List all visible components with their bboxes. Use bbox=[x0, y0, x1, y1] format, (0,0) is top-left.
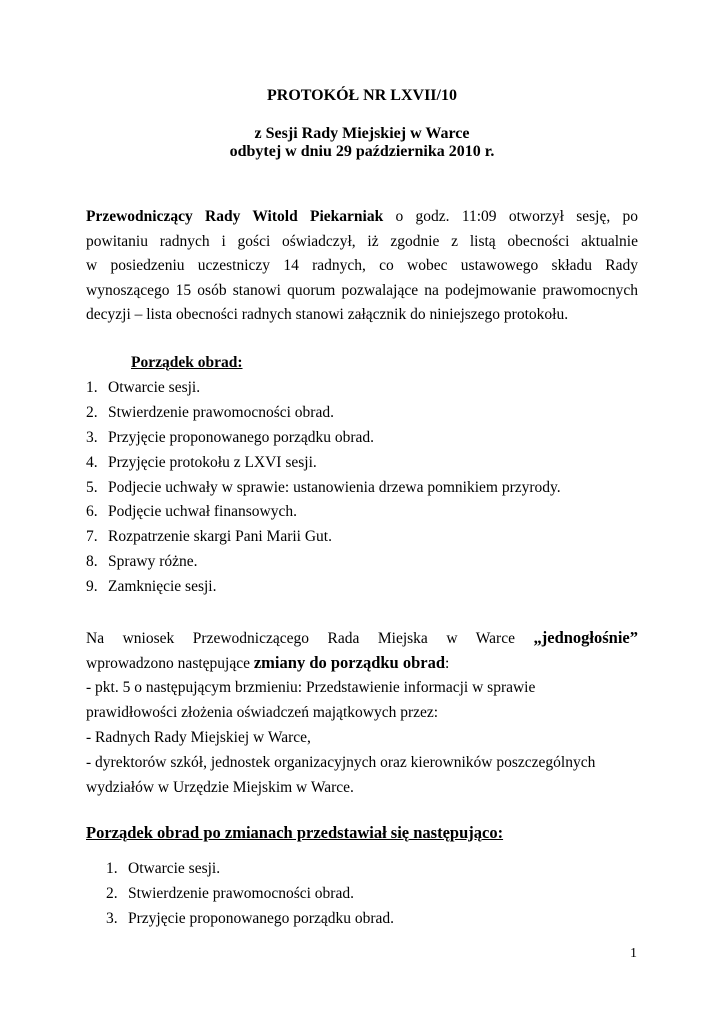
agenda-changes-label: zmiany do porządku obrad bbox=[253, 653, 446, 672]
opening-line-1: Przewodniczący Rady Witold Piekarniak o godz. 11:09 otworzył sesję, po bbox=[86, 208, 639, 225]
motion-line-4: prawidłowości złożenia oświadczeń majątkowych przez: bbox=[86, 704, 439, 721]
motion-line-5: - Radnych Rady Miejskiej w Warce, bbox=[86, 729, 311, 746]
opening-line-3: w posiedzeniu uczestniczy 14 radnych, co wobec ustawowego składu Rady bbox=[86, 257, 638, 275]
motion-line-7: wydziałów w Urzędzie Miejskim w Warce. bbox=[86, 779, 354, 796]
protocol-subtitle-session: z Sesji Rady Miejskiej w Warce bbox=[254, 125, 470, 142]
chairman-name: Przewodniczący Rady Witold Piekarniak bbox=[86, 208, 384, 225]
agenda-list bbox=[86, 376, 561, 600]
list-item: 2. Stwierdzenie prawomocności obrad. bbox=[106, 885, 354, 902]
list-item: 1. Otwarcie sesji. bbox=[106, 860, 221, 877]
unanimous-label: „jednogłośnie” bbox=[533, 628, 639, 647]
page-number: 1 bbox=[630, 946, 637, 961]
opening-line-4: wynoszącego 15 osób stanowi quorum pozwalające na podejmowanie prawomocnych bbox=[86, 281, 638, 299]
list-item: 6. Podjęcie uchwał finansowych. bbox=[86, 503, 297, 521]
opening-paragraph bbox=[86, 205, 638, 328]
opening-line-5: decyzji – lista obecności radnych stanowi załącznik do niniejszego protokołu. bbox=[86, 306, 569, 324]
revised-agenda-list bbox=[106, 856, 394, 931]
list-item: 1. Otwarcie sesji. bbox=[86, 379, 201, 396]
list-item: 3. Przyjęcie proponowanego porządku obrad. bbox=[106, 910, 394, 927]
list-item: 9. Zamknięcie sesji. bbox=[86, 578, 217, 596]
list-item: 4. Przyjęcie protokołu z LXVI sesji. bbox=[86, 453, 317, 471]
motion-line-6: - dyrektorów szkół, jednostek organizacyjnych oraz kierowników poszczególnych bbox=[86, 754, 596, 771]
list-item: 8. Sprawy różne. bbox=[86, 553, 198, 571]
agenda-change-motion bbox=[86, 625, 638, 800]
protocol-subtitle-date: odbytej w dniu 29 października 2010 r. bbox=[229, 143, 495, 160]
motion-line-3: - pkt. 5 o następującym brzmieniu: Przedstawienie informacji w sprawie bbox=[86, 679, 536, 696]
motion-line-1: Na wniosek Przewodniczącego Rada Miejska w Warce „jednogłośnie” bbox=[86, 628, 639, 647]
list-item: 5. Podjecie uchwały w sprawie: ustanowienia drzewa pomnikiem przyrody. bbox=[86, 478, 561, 496]
list-item: 3. Przyjęcie proponowanego porządku obrad. bbox=[86, 428, 374, 446]
list-item: 2. Stwierdzenie prawomocności obrad. bbox=[86, 403, 334, 421]
agenda-heading: Porządek obrad: bbox=[131, 354, 243, 371]
list-item: 7. Rozpatrzenie skargi Pani Marii Gut. bbox=[86, 528, 332, 546]
protocol-title: PROTOKÓŁ NR LXVII/10 bbox=[267, 87, 457, 104]
opening-line-2: powitaniu radnych i gości oświadczył, iż zgodnie z listą obecności aktualnie bbox=[86, 232, 638, 250]
motion-line-2: wprowadzono następujące zmiany do porządku obrad: bbox=[86, 653, 450, 672]
revised-agenda-heading: Porządek obrad po zmianach przedstawiał się następująco: bbox=[86, 823, 504, 842]
